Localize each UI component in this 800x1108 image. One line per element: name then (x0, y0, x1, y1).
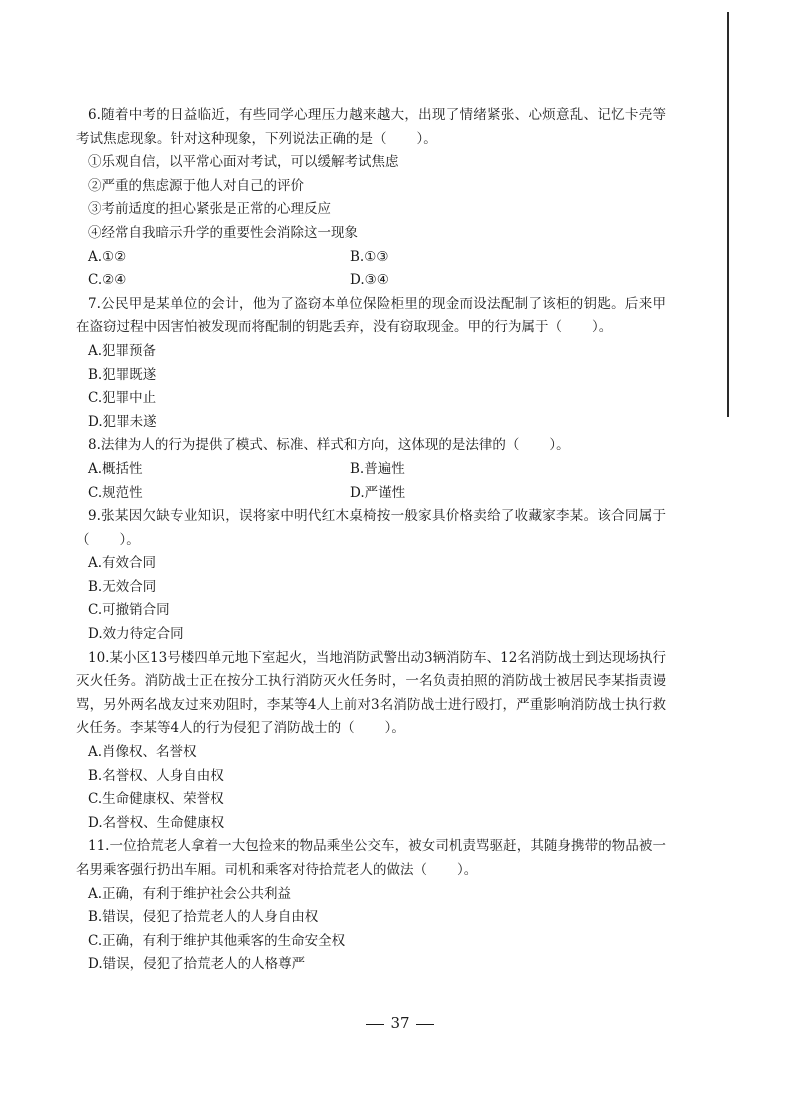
option-b: B.普遍性 (350, 460, 405, 477)
option-b: B.错误，侵犯了拾荒老人的人身自由权 (88, 909, 319, 926)
option-d: D.犯罪未遂 (88, 413, 157, 430)
option-a: A.肖像权、名誉权 (88, 744, 197, 761)
option-b: B.名誉权、人身自由权 (88, 767, 224, 784)
option-d: D.严谨性 (350, 484, 406, 501)
question-7 (76, 293, 666, 435)
option-a: A.①② (88, 248, 127, 265)
page-edge-line (727, 12, 729, 417)
question-8 (76, 434, 666, 505)
question-11 (76, 835, 666, 977)
statement-item: ③考前适度的担心紧张是正常的心理反应 (88, 201, 331, 218)
question-6 (76, 104, 666, 293)
option-a: A.概括性 (88, 460, 143, 477)
option-row (76, 269, 666, 293)
option-c: C.②④ (88, 272, 127, 289)
option-row (76, 482, 666, 506)
dash-right (416, 1024, 434, 1025)
option-d: D.名誉权、生命健康权 (88, 814, 225, 831)
question-stem: 6.随着中考的日益临近，有些同学心理压力越来越大，出现了情绪紧张、心烦意乱、记忆卡壳等考试焦虑现象。针对这种现象，下列说法正确的是（ ）。 (76, 107, 666, 147)
option-a: A.正确，有利于维护社会公共利益 (88, 885, 292, 902)
option-c: C.生命健康权、荣誉权 (88, 791, 224, 808)
dash-left (366, 1024, 384, 1025)
question-9 (76, 505, 666, 647)
question-10 (76, 647, 666, 836)
question-stem: 10.某小区13号楼四单元地下室起火，当地消防武警出动3辆消防车、12名消防战士到达现场执行灭火任务。消防战士正在按分工执行消防灭火任务时，一名负责拍照的消防战士被居民李某指责谩骂，另外两名战友过来劝阻时，李某等4人上前对3名消防战士进行殴打，严重影响消防战士执行救火任务。李某等4人的行为侵犯了消防战士的（ ）。 (76, 649, 666, 737)
statement-item: ④经常自我暗示升学的重要性会消除这一现象 (88, 224, 358, 241)
option-b: B.犯罪既遂 (88, 366, 157, 383)
question-stem: 11.一位拾荒老人拿着一大包捡来的物品乘坐公交车，被女司机责骂驱赶，其随身携带的物品被一名男乘客强行扔出车厢。司机和乘客对待拾荒老人的做法（ ）。 (76, 838, 666, 878)
option-b: B.无效合同 (88, 578, 157, 595)
option-b: B.①③ (350, 248, 389, 265)
option-d: D.效力待定合同 (88, 626, 184, 643)
option-a: A.有效合同 (88, 555, 157, 572)
statement-item: ①乐观自信，以平常心面对考试，可以缓解考试焦虑 (88, 154, 399, 171)
option-c: C.犯罪中止 (88, 390, 157, 407)
question-stem: 7.公民甲是某单位的会计，他为了盗窃本单位保险柜里的现金而设法配制了该柜的钥匙。后来甲在盗窃过程中因害怕被发现而将配制的钥匙丢弃，没有窃取现金。甲的行为属于（ ）。 (76, 295, 666, 336)
question-stem: 8.法律为人的行为提供了模式、标准、样式和方向，这体现的是法律的（ ）。 (88, 437, 570, 454)
page-number-footer (0, 1014, 800, 1032)
option-row (76, 458, 666, 482)
question-stem: 9.张某因欠缺专业知识，误将家中明代红木桌椅按一般家具价格卖给了收藏家李某。该合同属于（ ）。 (76, 508, 666, 548)
option-row (76, 246, 666, 270)
page-number: 37 (390, 1014, 410, 1032)
option-d: D.错误，侵犯了拾荒老人的人格尊严 (88, 956, 306, 973)
option-c: C.正确，有利于维护其他乘客的生命安全权 (88, 932, 346, 949)
option-c: C.规范性 (88, 484, 143, 501)
statement-item: ②严重的焦虑源于他人对自己的评价 (88, 177, 304, 194)
option-d: D.③④ (350, 272, 389, 289)
option-c: C.可撤销合同 (88, 602, 170, 619)
exam-content (76, 104, 666, 977)
option-a: A.犯罪预备 (88, 342, 157, 359)
